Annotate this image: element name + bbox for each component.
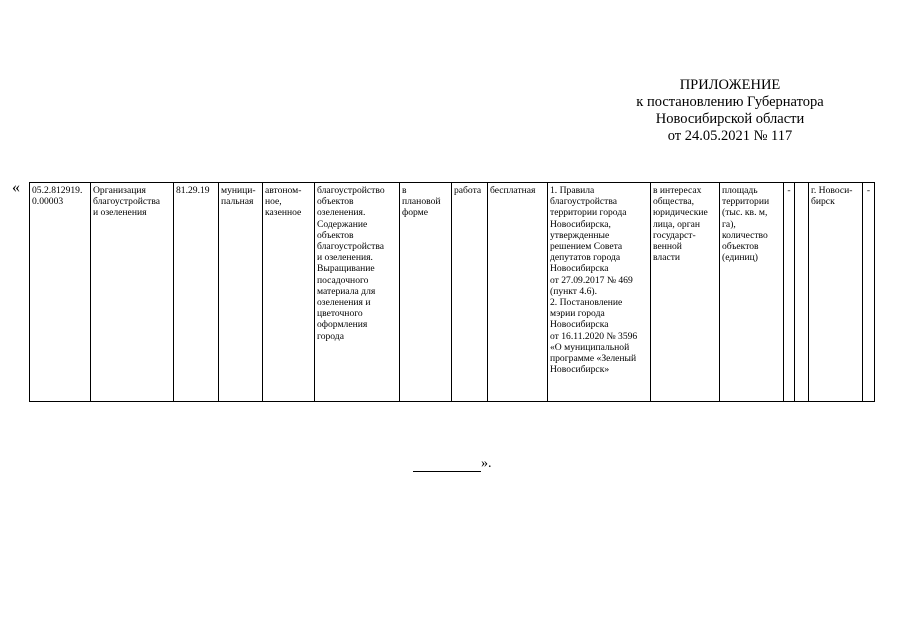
appendix-title: ПРИЛОЖЕНИЕ (679, 77, 781, 93)
blank-underline (413, 457, 481, 472)
cell-consumers: в интересах общества, юридические лица, орган государст- венной власти (651, 183, 720, 402)
appendix-reference: к постановлению Губернатора (636, 94, 824, 110)
cell-name: Организация благоустройства и озеленения (91, 183, 174, 402)
cell-form: в плановой форме (400, 183, 452, 402)
appendix-date-number: от 24.05.2021 № 117 (667, 128, 793, 144)
cell-payment: бесплатная (488, 183, 548, 402)
document-header (560, 77, 900, 145)
closing-line (413, 456, 492, 472)
closing-quote: ». (481, 456, 492, 471)
opening-quote: « (12, 179, 20, 196)
cell-content: благоустройство объектов озеленения. Содержание объектов благоустройства и озеленения. Выращивание посадочного материала для озеленения и цветочного оформления города (315, 183, 400, 402)
table-row (30, 183, 875, 402)
cell-legal-basis: 1. Правила благоустройства территории города Новосибирска, утвержденные решением Совета депутатов города Новосибирска от 27.09.2017 № 469 (пункт 4.6). 2. Постановление мэрии города Новосибирска от 16.11.2020 № 3596 «О муниципальной программе «Зеленый Новосибирск» (548, 183, 651, 402)
appendix-region: Новосибирской области (655, 111, 805, 127)
cell-level: муници- пальная (219, 183, 263, 402)
cell-okved: 81.29.19 (174, 183, 219, 402)
cell-institution-type: автоном- ное, казенное (263, 183, 315, 402)
cell-code: 05.2.812919. 0.00003 (30, 183, 91, 402)
cell-col15: - (863, 183, 875, 402)
cell-col12: - (784, 183, 795, 402)
cell-indicators: площадь территории (тыс. кв. м, га), количество объектов (единиц) (720, 183, 784, 402)
cell-location: г. Новоси- бирск (809, 183, 863, 402)
cell-type: работа (452, 183, 488, 402)
cell-col13 (795, 183, 809, 402)
registry-table (29, 182, 875, 402)
